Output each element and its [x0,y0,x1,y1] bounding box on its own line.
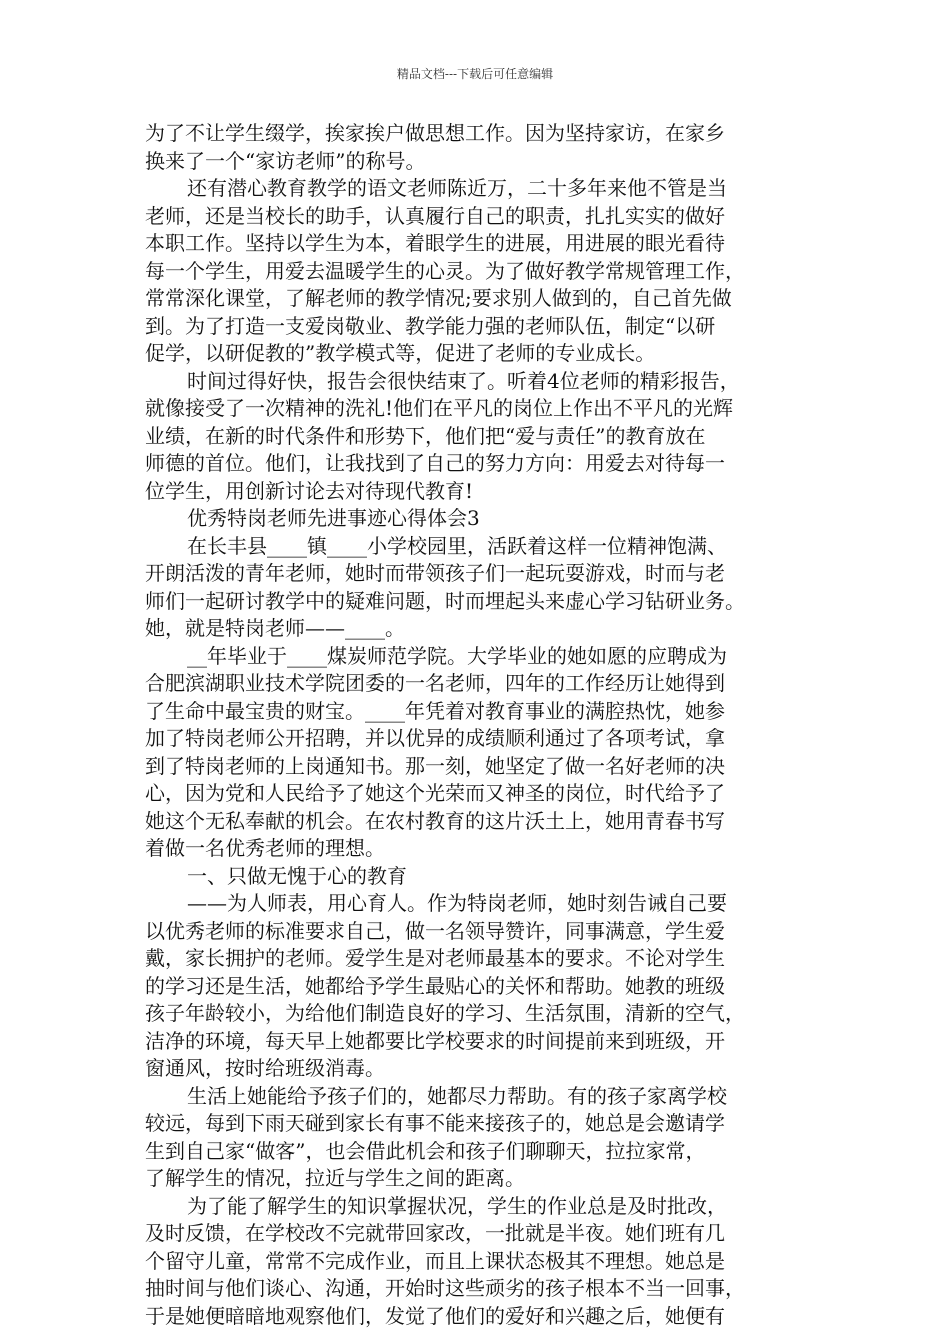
text-line: 师德的首位。他们，让我找到了自己的努力方向：用爱去对待每一 [145,451,725,475]
text-line: 心，因为党和人民给予了她这个光荣而又神圣的岗位，时代给予了 [145,781,725,805]
text-line: 较远，每到下雨天碰到家长有事不能来接孩子的，她总是会邀请学 [145,1111,725,1135]
text-line: 生活上她能给予孩子们的，她都尽力帮助。有的孩子家离学校 [187,1083,727,1108]
text-line: 本职工作。坚持以学生为本，着眼学生的进展，用进展的眼光看待 [145,231,725,255]
text-line: __年毕业于____煤炭师范学院。大学毕业的她如愿的应聘成为 [187,643,727,668]
text-line: 生到自己家“做客”，也会借此机会和孩子们聊聊天，拉拉家常， [145,1138,706,1163]
text-line: 到。为了打造一支爱岗敬业、教学能力强的老师队伍，制定“以研 [145,313,716,338]
text-line: 一、只做无愧于心的教育 [187,863,407,888]
text-line: 她这个无私奉献的机会。在农村教育的这片沃土上，她用青春书写 [145,808,725,833]
text-line: 戴，家长拥护的老师。爱学生是对老师最基本的要求。不论对学生 [145,946,725,970]
text-line: 在长丰县____镇____小学校园里，活跃着这样一位精神饱满、 [187,533,727,558]
text-line: 为了不让学生缀学，挨家挨户做思想工作。因为坚持家访，在家乡 [145,121,725,145]
text-line: 个留守儿童，常常不完成作业，而且上课状态极其不理想。她总是 [145,1248,725,1273]
text-line: 优秀特岗老师先进事迹心得体会3 [187,506,480,530]
text-line: 到了特岗老师的上岗通知书。那一刻，她坚定了做一名好老师的决 [145,753,725,778]
text-line: 及时反馈，在学校改不完就带回家改，一批就是半夜。她们班有几 [145,1221,725,1245]
text-line: 洁净的环境，每天早上她都要比学校要求的时间提前来到班级，开 [145,1028,725,1053]
text-line: 了解学生的情况，拉近与学生之间的距离。 [145,1166,525,1190]
text-line: 老师，还是当校长的助手，认真履行自己的职责，扎扎实实的做好 [145,203,725,228]
text-line: 师们一起研讨教学中的疑难问题，时而埋起头来虚心学习钻研业务。 [145,588,745,613]
text-line: 抽时间与他们谈心、沟通，开始时这些顽劣的孩子根本不当一回事， [145,1276,745,1300]
text-line: 就像接受了一次精神的洗礼!他们在平凡的岗位上作出不平凡的光辉 [145,396,734,420]
text-line: 促学，以研促教的”教学模式等，促进了老师的专业成长。 [145,341,656,365]
text-line: 孩子年龄较小，为给他们制造良好的学习、生活氛围，清新的空气， [145,1001,745,1025]
text-line: 时间过得好快，报告会很快结束了。听着4位老师的精彩报告， [187,368,740,393]
text-line: 位学生，用创新讨论去对待现代教育! [145,478,474,503]
document-body [145,120,811,1330]
page-header: 精品文档---下载后可任意编辑 [396,67,554,81]
text-line: 合肥滨湖职业技术学院团委的一名老师，四年的工作经历让她得到 [145,671,725,695]
text-line: 于是她便暗暗地观察他们，发觉了他们的爱好和兴趣之后，她便有 [145,1303,725,1328]
text-line: 她，就是特岗老师——____。 [145,616,405,640]
text-line: 每一个学生，用爱去温暖学生的心灵。为了做好教学常规管理工作， [145,258,745,283]
text-line: 加了特岗老师公开招聘，并以优异的成绩顺利通过了各项考试，拿 [145,726,725,750]
text-line: 还有潜心教育教学的语文老师陈近万，二十多年来他不管是当 [187,176,727,200]
text-line: ——为人师表，用心育人。作为特岗老师，她时刻告诫自己要 [187,891,727,915]
text-line: 常常深化课堂，了解老师的教学情况;要求别人做到的，自己首先做 [145,286,732,310]
text-line: 换来了一个“家访老师”的称号。 [145,148,426,173]
text-line: 着做一名优秀老师的理想。 [145,836,385,860]
text-line: 业绩，在新的时代条件和形势下，他们把“爱与责任”的教育放在 [145,423,706,448]
text-line: 以优秀老师的标准要求自己，做一名领导赞许，同事满意，学生爱 [145,918,725,943]
text-line: 了生命中最宝贵的财宝。____年凭着对教育事业的满腔热忱，她参 [145,698,725,723]
text-line: 窗通风，按时给班级消毒。 [145,1056,385,1080]
text-line: 的学习还是生活，她都给予学生最贴心的关怀和帮助。她教的班级 [145,973,725,998]
text-line: 为了能了解学生的知识掌握状况，学生的作业总是及时批改， [187,1193,727,1218]
text-line: 开朗活泼的青年老师，她时而带领孩子们一起玩耍游戏，时而与老 [145,561,725,585]
